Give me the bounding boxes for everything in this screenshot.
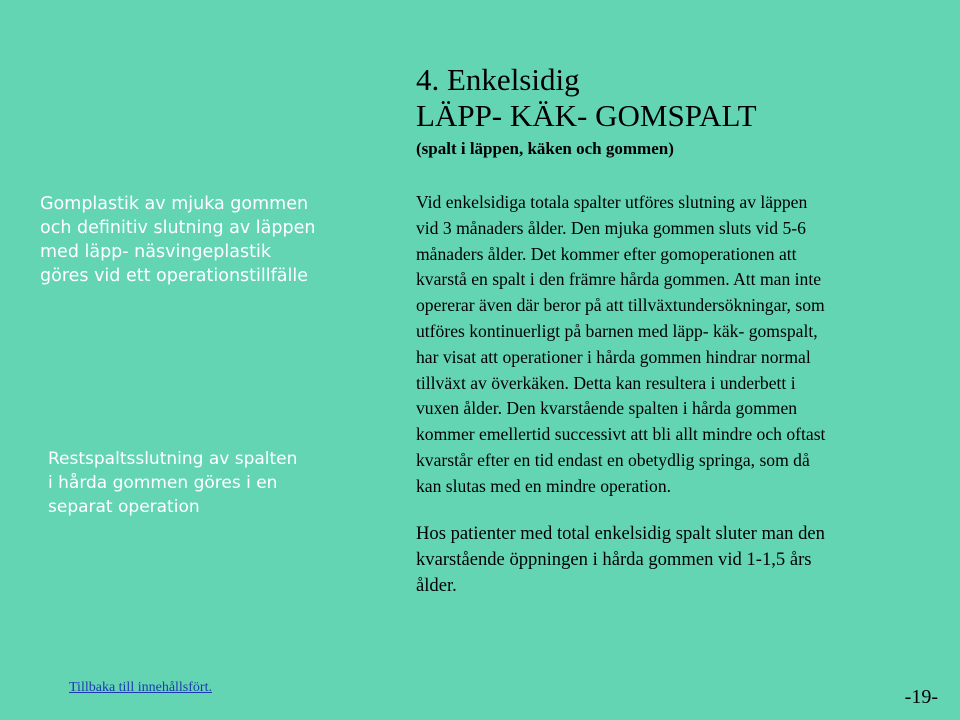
page-number: -19- <box>904 686 938 708</box>
body-line: vuxen ålder. Den kvarstående spalten i hårda gommen <box>416 398 798 419</box>
side-note-line: och definitiv slutning av läppen <box>40 218 316 238</box>
section-title: 4. Enkelsidig <box>416 62 580 97</box>
body-line: opererar även där beror på att tillväxtundersökningar, som <box>416 295 825 316</box>
body-line: utföres kontinuerligt på barnen med läpp- käk- gomspalt, <box>416 320 818 341</box>
body-text <box>416 190 931 599</box>
body-line: Hos patienter med total enkelsidig spalt sluter man den <box>416 522 825 544</box>
section-heading: LÄPP- KÄK- GOMSPALT <box>416 98 757 133</box>
body-line: kommer emellertid successivt att bli allt mindre och oftast <box>416 424 826 445</box>
side-note-top <box>40 192 370 288</box>
body-line: månaders ålder. Det kommer efter gomoperationen att <box>416 243 797 264</box>
side-note-line: Gomplastik av mjuka gommen <box>40 194 309 214</box>
body-line: kvarstår efter en tid endast en obetydlig springa, som då <box>416 449 810 470</box>
side-note-line: med läpp- näsvingeplastik <box>40 242 271 262</box>
title-block <box>416 62 936 160</box>
side-note-line: Restspaltsslutning av spalten <box>48 449 298 469</box>
body-line: ålder. <box>416 574 457 596</box>
body-line: kan slutas med en mindre operation. <box>416 475 672 496</box>
back-to-contents-link[interactable]: Tillbaka till innehållsfört. <box>69 680 212 695</box>
body-line: tillväxt av överkäken. Detta kan resultera i underbett i <box>416 372 796 393</box>
body-paragraph-2 <box>416 521 931 599</box>
body-line: kvarstående öppningen i hårda gommen vid 1-1,5 års <box>416 548 812 570</box>
body-line: kvarstå en spalt i den främre hårda gommen. Att man inte <box>416 269 822 290</box>
body-line: har visat att operationer i hårda gommen hindrar normal <box>416 346 811 367</box>
body-line: vid 3 månaders ålder. Den mjuka gommen sluts vid 5-6 <box>416 217 806 238</box>
body-paragraph-1 <box>416 190 931 500</box>
side-note-bottom <box>48 447 378 519</box>
side-note-line: göres vid ett operationstillfälle <box>40 266 308 286</box>
section-subtitle: (spalt i läppen, käken och gommen) <box>416 139 674 158</box>
side-note-line: separat operation <box>48 497 200 517</box>
side-note-line: i hårda gommen göres i en <box>48 473 278 493</box>
body-line: Vid enkelsidiga totala spalter utföres slutning av läppen <box>416 192 808 212</box>
